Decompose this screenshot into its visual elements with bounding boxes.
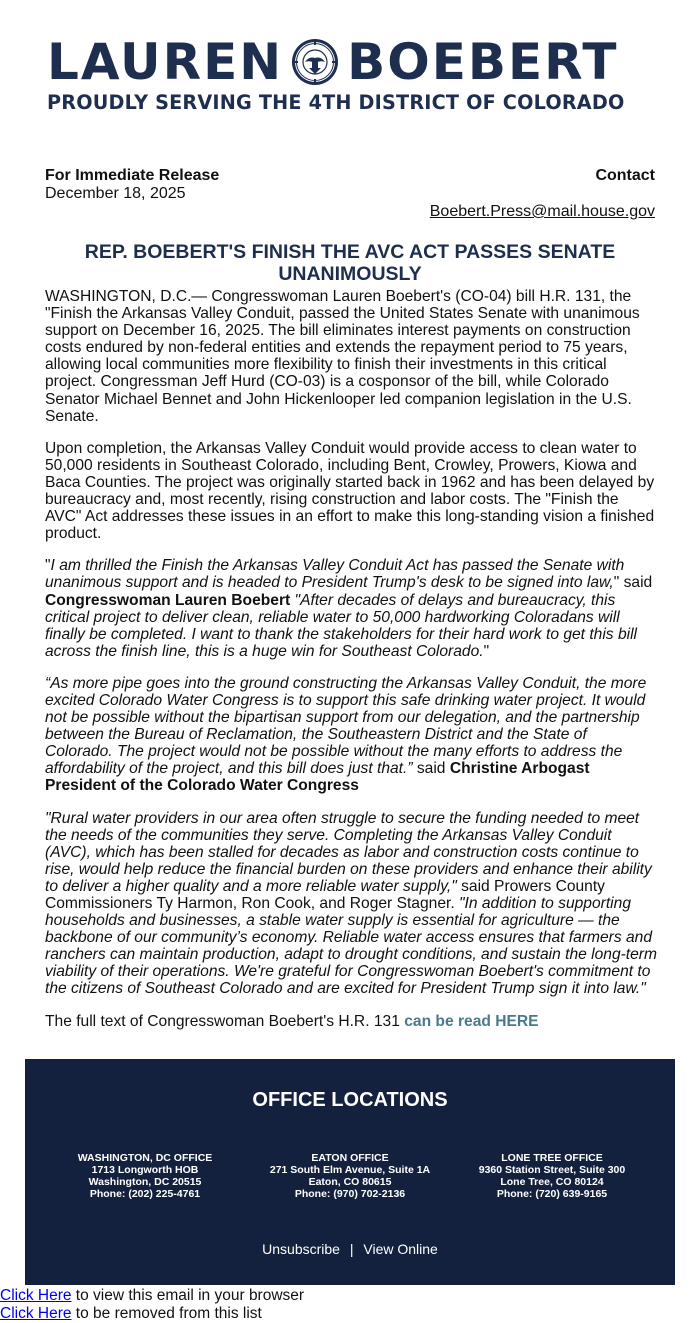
office-address-line1: 9360 Station Street, Suite 300 <box>478 1164 626 1176</box>
view-in-browser-link[interactable]: Click Here <box>0 1287 72 1304</box>
office-address-line2: Washington, DC 20515 <box>88 1176 202 1188</box>
view-in-browser-line <box>0 1287 304 1305</box>
office-washington <box>40 1152 250 1200</box>
office-locations-heading: OFFICE LOCATIONS <box>252 1089 448 1111</box>
office-phone: Phone: (970) 702-2136 <box>294 1188 406 1200</box>
release-label: For Immediate Release <box>45 167 220 184</box>
footer-separator: | <box>349 1241 354 1257</box>
read-here-link[interactable]: can be read HERE <box>404 1012 539 1030</box>
quote-mark: " <box>45 557 51 575</box>
full-text-lead: The full text of Congresswoman Boebert's H.R. 131 <box>45 1012 405 1030</box>
boebert-quote-part2: "After decades of delays and bureaucracy, this critical project to deliver clean, reliable water to 50,000 hardworking Coloradans will finally be completed. I want to thank the stakeholders for their hard work to get this bill across the finish line, this is a huge win for Southeast Colorado. <box>45 591 638 660</box>
footer-links <box>25 1241 675 1257</box>
view-online-link[interactable]: View Online <box>363 1241 438 1257</box>
unsubscribe-link[interactable]: Unsubscribe <box>262 1241 340 1257</box>
office-phone: Phone: (720) 639-9165 <box>496 1188 608 1200</box>
letterhead-name <box>47 33 619 91</box>
quote-said: said <box>412 760 450 778</box>
prowers-quote-part2: "In addition to supporting households and businesses, a stable water supply is essential for agriculture — the backbone of our community’s economy. Reliable water access ensures that farmers and ranchers can maintain production, adapt to drought conditions, and sustain the long-term viability of their operations. We're grateful for Congresswoman Boebert's commitment to the citizens of Southeast Colorado and are excited for President Trump sign it into law." <box>45 895 657 998</box>
email-utility-links <box>0 1287 304 1323</box>
remove-from-list-text: to be removed from this list <box>71 1305 262 1322</box>
paragraph-full-text <box>45 1013 657 1030</box>
arbogast-quote: “As more pipe goes into the ground constructing the Arkansas Valley Conduit, the more excited Colorado Water Congress is to support this safe drinking water project. It would not be possible without the bipartisan support from our delegation, and the partnership between the Bureau of Reclamation, the Southeastern District and the State of Colorado. The project would not be possible without the many efforts to address the affordability of the project, and this bill does just that.” <box>45 674 647 778</box>
office-locations-footer <box>25 1059 675 1285</box>
boebert-quote-part1: I am thrilled the Finish the Arkansas Valley Conduit Act has passed the Senate with unanimous support and is headed to President Trump's desk to be signed into law, <box>45 557 625 592</box>
paragraph-arbogast-quote <box>45 675 657 795</box>
office-eaton <box>245 1152 455 1200</box>
remove-from-list-line <box>0 1305 304 1323</box>
quote-mark-close: " <box>483 642 490 660</box>
paragraph-intro: WASHINGTON, D.C.— Congresswoman Lauren Boebert's (CO-04) bill H.R. 131, the "Finish the Arkansas Valley Conduit, passed the United States Senate with unanimous support on December 16, 2025. The bill eliminates interest payments on construction costs endured by non-federal entities and extends the repayment period to 75 years, allowing local communities more flexibility to finish their investments in this critical project. Congressman Jeff Hurd (CO-03) is a cosponsor of the bill, while Colorado Senator Michael Bennet and John Hickenlooper led companion legislation in the U.S. Senate. <box>45 288 640 425</box>
office-address-line1: 271 South Elm Avenue, Suite 1A <box>269 1164 431 1176</box>
paragraph-background: Upon completion, the Arkansas Valley Conduit would provide access to clean water to 50,000 residents in Southeast Colorado, including Bent, Crowley, Prowers, Kiowa and Baca Counties. The project was originally started back in 1962 and has been delayed by bureaucracy and, most recently, rising construction and labor costs. The "Finish the AVC" Act addresses these issues in an effort to make this long-standing vision a finished product. <box>45 439 655 543</box>
office-address-line2: Eaton, CO 80615 <box>308 1176 392 1188</box>
paragraph-prowers-quote <box>45 810 657 998</box>
quote-attribution: " said <box>613 574 653 592</box>
remove-from-list-link[interactable]: Click Here <box>0 1305 72 1322</box>
contact-label: Contact <box>595 167 655 184</box>
prowers-attribution: said Prowers County Commissioners Ty Harmon, Ron Cook, and Roger Stagner. <box>45 877 605 912</box>
press-release-title: REP. BOEBERT'S FINISH THE AVC ACT PASSES SENATE UNANIMOUSLY <box>84 241 616 285</box>
view-in-browser-text: to view this email in your browser <box>71 1287 305 1304</box>
office-phone: Phone: (202) 225-4761 <box>89 1188 201 1200</box>
paragraph-boebert-quote <box>45 557 657 660</box>
office-name: LONE TREE OFFICE <box>501 1152 603 1164</box>
prowers-quote-part1: "Rural water providers in our area often struggle to secure the funding needed to meet the needs of the communities they serve. Completing the Arkansas Valley Conduit (AVC), which has been stalled for decades as labor and construction costs continue to rise, would help reduce the financial burden on these providers and enhance their ability to deliver a higher quality and a more reliable water supply," <box>45 809 652 895</box>
speaker-arbogast: Christine Arbogast President of the Colorado Water Congress <box>45 760 590 795</box>
office-address-line1: 1713 Longworth HOB <box>91 1164 199 1176</box>
office-name: WASHINGTON, DC OFFICE <box>77 1152 213 1164</box>
speaker-boebert: Congresswoman Lauren Boebert <box>45 591 291 609</box>
contact-email-link[interactable]: Boebert.Press@mail.house.gov <box>429 203 655 220</box>
office-name: EATON OFFICE <box>311 1152 389 1164</box>
tagline: PROUDLY SERVING THE 4TH DISTRICT OF COLORADO <box>47 91 625 114</box>
press-release-body <box>45 288 657 1045</box>
name-last: BOEBERT <box>347 33 619 91</box>
office-lone-tree <box>447 1152 657 1200</box>
house-seal-icon <box>291 38 339 86</box>
name-first: LAUREN <box>47 33 284 91</box>
release-meta <box>45 167 655 220</box>
release-date: December 18, 2025 <box>45 185 186 202</box>
letterhead <box>0 0 700 130</box>
office-address-line2: Lone Tree, CO 80124 <box>500 1176 604 1188</box>
